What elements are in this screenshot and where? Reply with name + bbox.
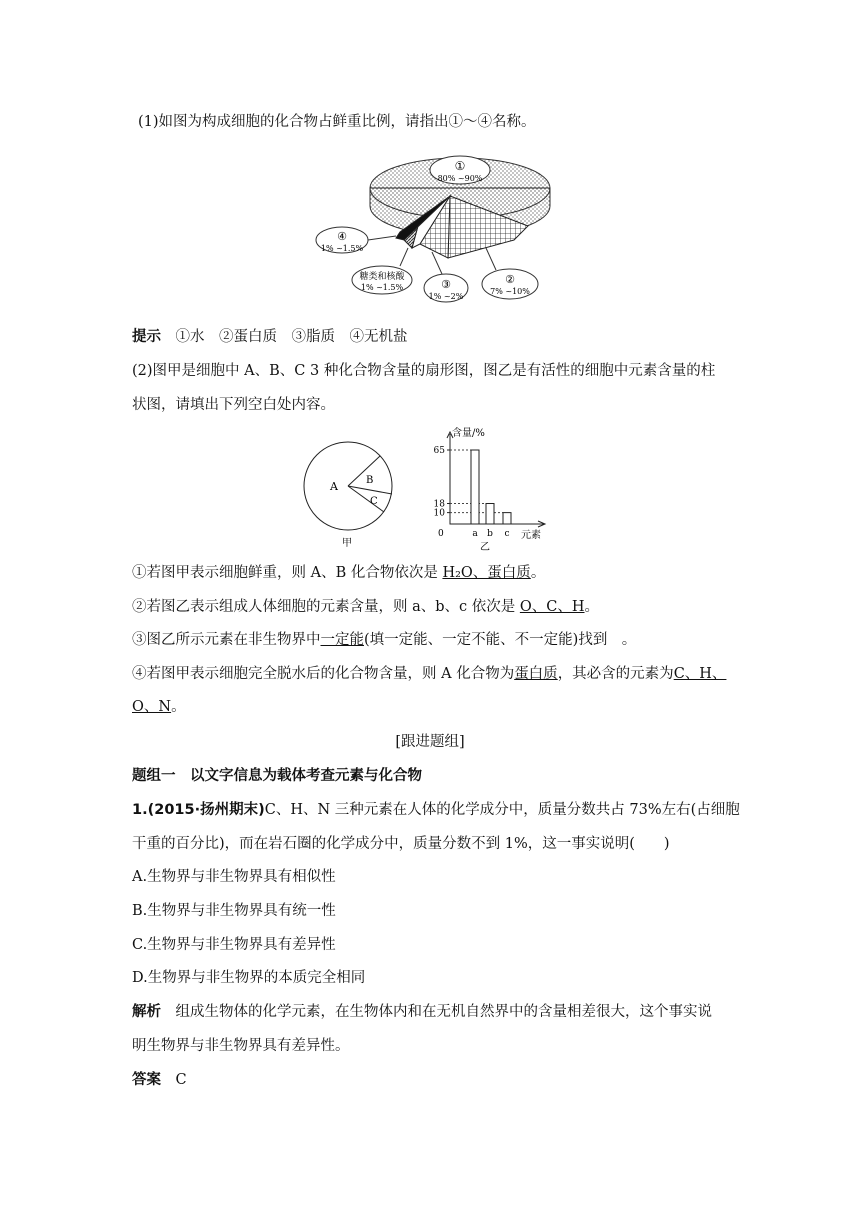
chart-xlabel: 元素 [521,530,541,541]
question-3-text: C、H、N 三种元素在人体的化学成分中，质量分数共占 73%左右(占细胞 [264,802,740,818]
answer-line [132,1070,187,1090]
answer-line-4b [132,697,186,717]
chart-bar-c [503,513,511,524]
section-heading: [跟进题组] [395,734,465,750]
label-2-percent: 7% ~10% [490,287,530,296]
answer-label: 答案 [132,1072,161,1088]
chart-origin: 0 [438,529,444,539]
question-3-line2: 干重的百分比)，而在岩石圈的化学成分中，质量分数不到 1%，这一事实说明( ) [132,836,670,852]
group-1-title: 题组一 以文字信息为载体考查元素与化合物 [132,768,422,784]
chart-ylabel: 含量/% [452,428,485,439]
pie-jia-label-a: A [330,480,338,493]
answer-1-pre: ①若图甲表示细胞鲜重，则 A、B 化合物依次是 [132,565,443,581]
option-c: C.生物界与非生物界具有差异性 [132,937,336,953]
arrow-4 [368,236,396,240]
chart-ytick-label: 10 [433,508,445,519]
answer-3-pre: ③图乙所示元素在非生物界中 [132,632,321,648]
answer-2-post: 。 [584,599,600,615]
label-1: ① [454,159,466,173]
label-sugar-percent: 1% ~1.5% [360,283,404,292]
answer-4-post: 。 [171,699,186,715]
analysis-text-1: 组成生物体的化学元素，在生物体内和在无机自然界中的含量相差很大，这个事实说 [175,1004,712,1020]
label-1-percent: 80% ~90% [437,174,483,183]
hint-text: ①水 ②蛋白质 ③脂质 ④无机盐 [175,329,408,345]
answer-3-post: (填一定能、一定不能、不一定能)找到 。 [364,632,637,648]
question-3-number: 1.(2015·扬州期末) [132,802,265,818]
pie-figure-jia [300,436,400,551]
answer-1-fill: H₂O、蛋白质 [442,565,531,581]
hint-label: 提示 [132,329,161,345]
answer-line-1 [132,563,545,583]
answer-line-4 [132,664,726,684]
analysis-label: 解析 [132,1004,161,1020]
chart-bar-a [471,450,479,524]
chart-xtick-label: b [487,529,493,539]
hint-line [132,327,408,347]
compound-proportion-figure [300,148,560,306]
chart-xtick-label: c [504,529,510,539]
label-sugar: 糖类和核酸 [359,272,405,282]
answer-4-fill-3: O、N [132,699,172,715]
label-4-percent: 1% ~1.5% [320,244,364,253]
arrow-3 [432,252,442,274]
analysis-line2: 明生物界与非生物界具有差异性。 [132,1038,350,1054]
answer-value: C [175,1072,187,1088]
answer-2-pre: ②若图乙表示组成人体细胞的元素含量，则 a、b、c 依次是 [132,599,520,615]
question-2-line1: (2)图甲是细胞中 A、B、C 3 种化合物含量的扇形图，图乙是有活性的细胞中元素含量的柱 [132,363,716,379]
label-2: ② [505,273,515,286]
pie-jia-label-c: C [370,496,378,507]
chart-xtick-label: a [472,529,478,539]
chart-caption: 乙 [480,542,490,553]
answer-4-pre: ④若图甲表示细胞完全脱水后的化合物含量，则 A 化合物为 [132,666,515,682]
answer-4-mid: ，其必含的元素为 [557,666,674,682]
option-a: A.生物界与非生物界具有相似性 [132,869,336,885]
option-b: B.生物界与非生物界具有统一性 [132,903,336,919]
answer-4-fill: 蛋白质 [514,666,558,682]
answer-4-fill-2: C、H、 [673,666,727,682]
answer-line-3 [132,630,636,650]
question-3-line1 [132,800,740,820]
pie-jia-label-b: B [366,475,374,486]
answer-line-2 [132,597,599,617]
answer-2-fill: O、C、H [519,599,585,615]
label-3-percent: 1% ~2% [428,292,464,301]
label-3: ③ [441,278,451,291]
arrow-sugar [400,248,408,266]
answer-1-post: 。 [530,565,546,581]
answer-3-fill: 一定能 [320,632,364,648]
question-2-line2: 状图，请填出下列空白处内容。 [132,397,335,413]
analysis-line1 [132,1002,712,1022]
option-d: D.生物界与非生物界的本质完全相同 [132,970,366,986]
chart-axes [450,434,544,524]
chart-ytick-label: 65 [433,446,445,456]
label-4: ④ [337,230,347,243]
arrow-2 [486,248,496,270]
bar-chart-yi [418,424,558,554]
question-1-text: (1)如图为构成细胞的化合物占鲜重比例，请指出①～④名称。 [138,114,536,130]
pie-jia-caption: 甲 [342,538,352,549]
chart-bar-b [486,504,494,524]
chart-ytick-label: 18 [433,499,445,510]
